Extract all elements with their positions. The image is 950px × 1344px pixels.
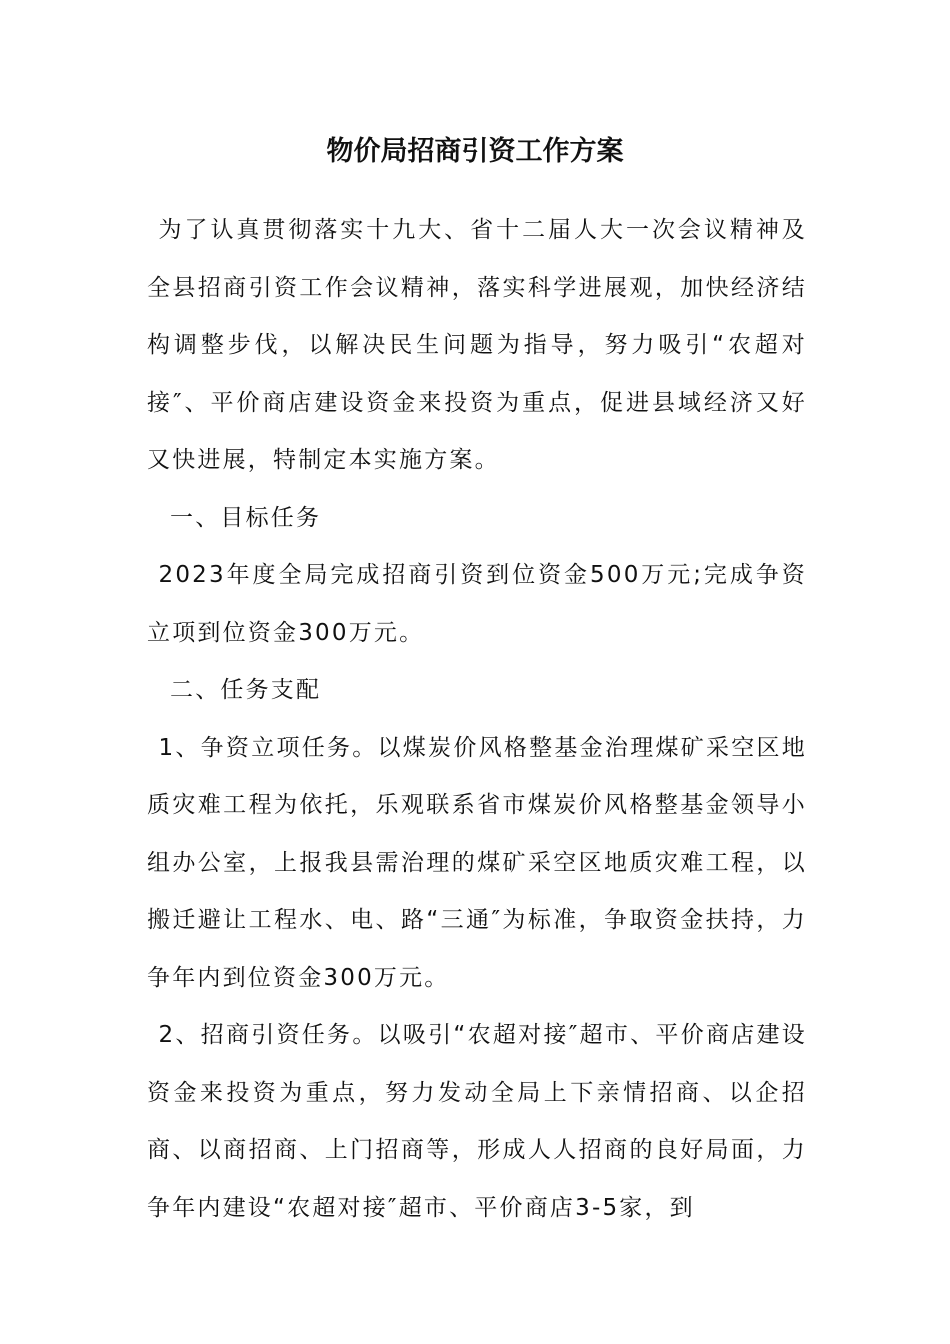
section-heading-goals: 一、目标任务	[170, 504, 322, 531]
task-1-paragraph: 1、争资立项任务。以煤炭价风格整基金治理煤矿采空区地质灾难工程为依托，乐观联系省市煤炭价风格整基金领导小组办公室，上报我县需治理的煤矿采空区地质灾难工程，以搬迁避让工程水、电、路“三通″为标准，争取资金扶持，力争年内到位资金300万元。	[147, 734, 807, 991]
document-title: 物价局招商引资工作方案	[326, 136, 624, 167]
task-2-paragraph: 2、招商引资任务。以吸引“农超对接″超市、平价商店建设资金来投资为重点，努力发动全局上下亲情招商、以企招商、以商招商、上门招商等，形成人人招商的良好局面，力争年内建设“农超对接″超市、平价商店3-5家，到	[147, 1022, 807, 1221]
intro-paragraph: 为了认真贯彻落实十九大、省十二届人大一次会议精神及全县招商引资工作会议精神，落实科学进展观，加快经济结构调整步伐，以解决民生问题为指导，努力吸引“农超对接″、平价商店建设资金来投资为重点，促进县域经济又好又快进展，特制定本实施方案。	[147, 217, 807, 473]
goals-paragraph: 2023年度全局完成招商引资到位资金500万元;完成争资立项到位资金300万元。	[147, 562, 807, 646]
section-heading-tasks: 二、任务支配	[170, 677, 322, 703]
document-body	[147, 202, 807, 1237]
